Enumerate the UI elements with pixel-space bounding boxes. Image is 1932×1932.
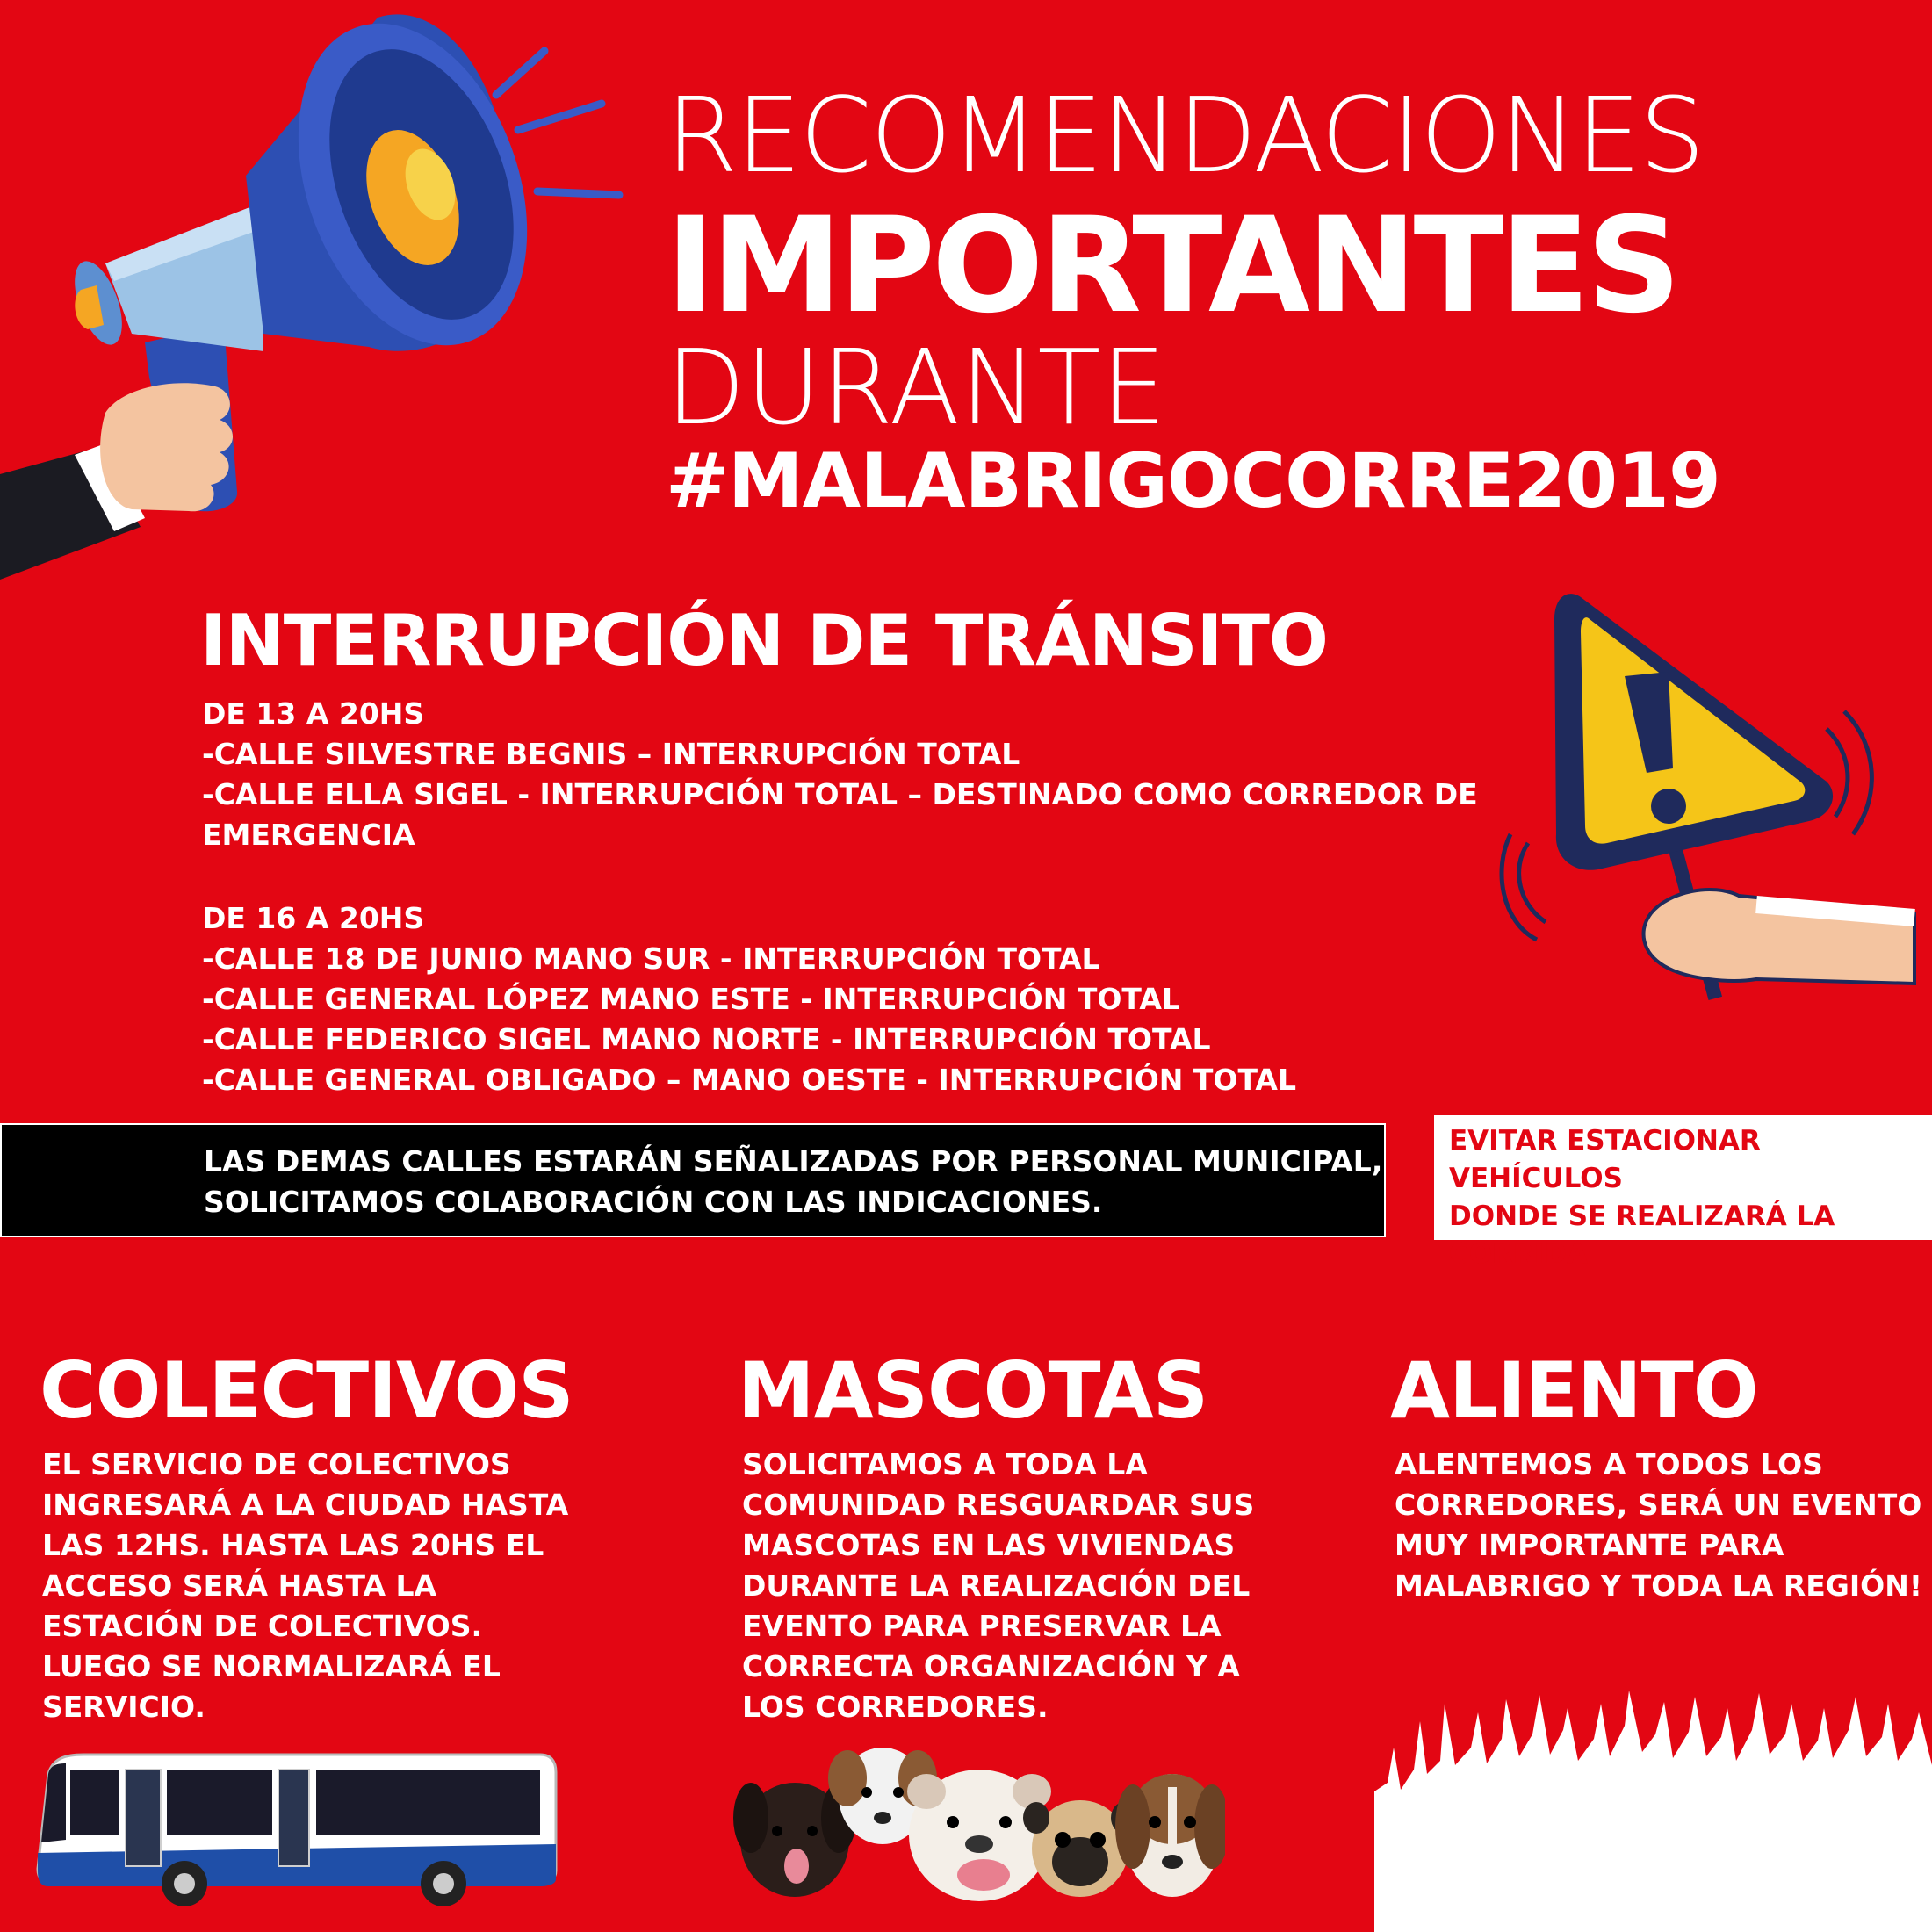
transit-block-1 [202,694,1478,855]
notice-text [204,1142,1382,1222]
colectivos-line: LAS 12HS. HASTA LAS 20HS EL [42,1528,544,1562]
colectivos-line: EL SERVICIO DE COLECTIVOS [42,1447,511,1481]
mascotas-line: COMUNIDAD RESGUARDAR SUS [742,1488,1255,1522]
colectivos-line: SERVICIO. [42,1690,205,1724]
parking-line: CORRIDA [1449,1238,1589,1270]
colectivos-title: COLECTIVOS [40,1345,573,1436]
colectivos-line: ACCESO SERÁ HASTA LA [42,1568,437,1603]
event-hashtag: #MALABRIGOCORRE2019 [666,437,1720,525]
mascotas-text [742,1445,1254,1727]
transit-title: INTERRUPCIÓN DE TRÁNSITO [200,600,1328,681]
parking-line: DONDE SE REALIZARÁ LA [1449,1200,1835,1232]
colectivos-text [42,1445,568,1727]
mascotas-line: DURANTE LA REALIZACIÓN DEL [742,1568,1251,1603]
aliento-line: CORREDORES, SERÁ UN EVENTO [1395,1488,1922,1522]
mascotas-title: MASCOTAS [738,1345,1208,1436]
warning-sign-icon [1493,580,1932,1027]
aliento-line: ALENTEMOS A TODOS LOS [1395,1447,1823,1481]
transit-block-2 [202,898,1296,1100]
title-line-recomendaciones: RECOMENDACIONES [666,75,1704,196]
title-line-durante: DURANTE [666,327,1167,448]
dogs-icon [733,1734,1225,1901]
transit-block-1-line: -CALLE SILVESTRE BEGNIS – INTERRUPCIÓN TOTAL [202,737,1020,771]
aliento-title: ALIENTO [1390,1345,1758,1436]
colectivos-line: LUEGO SE NORMALIZARÁ EL [42,1649,501,1683]
transit-block-1-line: -CALLE ELLA SIGEL - INTERRUPCIÓN TOTAL – DESTINADO COMO CORREDOR DE [202,777,1478,811]
aliento-line: MUY IMPORTANTE PARA [1395,1528,1784,1562]
notice-line: LAS DEMAS CALLES ESTARÁN SEÑALIZADAS POR PERSONAL MUNICIPAL, [204,1144,1383,1179]
crowd-icon [1374,1686,1932,1932]
transit-block-2-line: -CALLE FEDERICO SIGEL MANO NORTE - INTERRUPCIÓN TOTAL [202,1022,1211,1056]
mascotas-line: SOLICITAMOS A TODA LA [742,1447,1148,1481]
title-line-importantes: IMPORTANTES [666,190,1678,342]
parking-line: EVITAR ESTACIONAR VEHÍCULOS [1449,1125,1761,1194]
colectivos-line: INGRESARÁ A LA CIUDAD HASTA [42,1488,569,1522]
bus-icon [31,1748,558,1906]
mascotas-line: MASCOTAS EN LAS VIVIENDAS [742,1528,1236,1562]
transit-block-2-line: -CALLE 18 DE JUNIO MANO SUR - INTERRUPCIÓN TOTAL [202,941,1100,976]
notice-line: SOLICITAMOS COLABORACIÓN CON LAS INDICACIONES. [204,1185,1103,1219]
megaphone-icon [0,0,632,597]
transit-block-1-line: DE 13 A 20HS [202,696,425,731]
aliento-line: MALABRIGO Y TODA LA REGIÓN! [1395,1568,1922,1603]
transit-block-1-line: EMERGENCIA [202,818,415,852]
colectivos-line: ESTACIÓN DE COLECTIVOS. [42,1609,483,1643]
parking-notice-text [1449,1122,1923,1273]
mascotas-line: LOS CORREDORES. [742,1690,1049,1724]
transit-block-2-line: -CALLE GENERAL OBLIGADO – MANO OESTE - INTERRUPCIÓN TOTAL [202,1063,1296,1097]
aliento-text [1395,1445,1922,1606]
transit-block-2-line: DE 16 A 20HS [202,901,425,935]
transit-block-2-line: -CALLE GENERAL LÓPEZ MANO ESTE - INTERRUPCIÓN TOTAL [202,982,1180,1016]
mascotas-line: CORRECTA ORGANIZACIÓN Y A [742,1649,1240,1683]
mascotas-line: EVENTO PARA PRESERVAR LA [742,1609,1222,1643]
